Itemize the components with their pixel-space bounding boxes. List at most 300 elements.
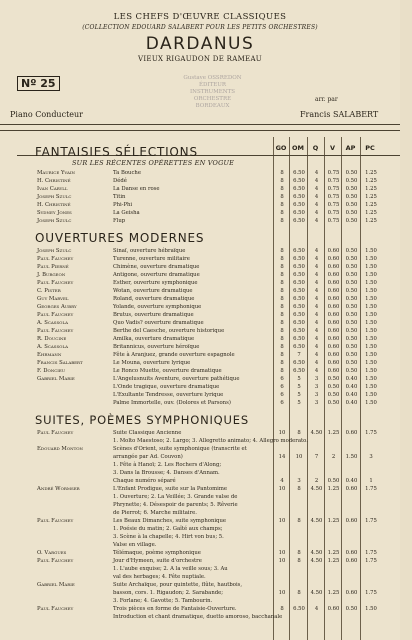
work-title-cell: Britannicus, ouverture héroïque [113, 344, 200, 350]
table-row [37, 445, 412, 453]
work-title-cell: Valse en village. [113, 542, 157, 548]
price-cell: 5 [297, 392, 301, 398]
price-cell: 1.25 [327, 558, 340, 564]
divider [0, 130, 400, 131]
composer-name: Ehrmann [37, 352, 62, 358]
table-row [37, 557, 412, 565]
price-cell: 0.60 [327, 336, 340, 342]
price-cell: 8 [280, 248, 284, 254]
price-cell: 10 [278, 518, 286, 524]
catalog-number: Nº 25 [17, 76, 60, 91]
table-row [37, 201, 412, 209]
price-cell: 6.50 [293, 344, 305, 350]
price-cell: 0.50 [345, 264, 358, 270]
price-cell: 6.50 [293, 194, 305, 200]
work-title-cell: Les Beaux Dimanches, suite symphonique [113, 518, 226, 524]
price-cell: 4 [314, 186, 319, 192]
price-cell: 10 [278, 550, 286, 556]
table-row [37, 437, 412, 445]
price-cell: 0.60 [327, 344, 340, 350]
price-cell: 0.60 [327, 360, 340, 366]
price-cell: 4 [314, 210, 319, 216]
section-title: OUVERTURES MODERNES [35, 231, 205, 245]
price-cell: 0.60 [345, 550, 358, 556]
price-cell: 0.50 [345, 312, 358, 318]
price-cell: 0.40 [345, 384, 358, 390]
price-cell: 4 [314, 170, 319, 176]
price-cell: 0.40 [345, 400, 358, 406]
price-cell: 8 [297, 590, 301, 596]
price-cell: 3 [314, 376, 319, 382]
table-row [37, 185, 412, 193]
composer-name: Ivan Caryll [37, 186, 68, 192]
column-header: V [329, 144, 336, 152]
price-cell: 4 [280, 478, 284, 484]
price-cell: 5 [297, 384, 301, 390]
composer-name: Joseph Szulc [37, 218, 72, 224]
price-cell: 0.60 [345, 430, 358, 436]
table-row [37, 335, 412, 343]
price-cell: 1.50 [365, 360, 377, 366]
price-cell: 6.50 [293, 280, 305, 286]
section-title: FANTAISIES SÉLECTIONS [35, 145, 198, 159]
price-cell: 1.50 [365, 400, 377, 406]
price-cell: 0.40 [345, 392, 358, 398]
table-row [37, 399, 412, 407]
table-row [37, 461, 412, 469]
price-cell: 1.25 [365, 170, 377, 176]
price-cell: 0.50 [345, 368, 358, 374]
price-cell: 4 [314, 264, 319, 270]
table-row [37, 303, 412, 311]
column-header: OM [292, 144, 304, 152]
work-title-cell: Jour d'Hymeen, suite d'orchestre [113, 558, 202, 564]
price-cell: 1.25 [327, 550, 340, 556]
work-title-cell: 3. Dans la Brousse; 4. Danses d'Annam. [113, 470, 220, 476]
composer-name: Paul Fauchey [37, 606, 74, 612]
price-cell: 4 [314, 178, 319, 184]
work-title-cell: Titin [113, 194, 126, 200]
price-cell: 5 [297, 376, 301, 382]
work-title-cell: Turenne, ouverture militaire [113, 256, 190, 262]
price-cell: 0.50 [345, 336, 358, 342]
composer-name: Paul Fauchey [37, 558, 74, 564]
price-cell: 4.50 [310, 486, 323, 492]
price-cell: 4 [314, 328, 319, 334]
column-header: Q [312, 144, 319, 152]
price-cell: 0.50 [345, 328, 358, 334]
work-title-cell: Palme Immortelle, ouv. (Dolores et Parsons) [113, 400, 231, 406]
price-cell: 1.75 [365, 518, 377, 524]
price-cell: 8 [280, 194, 284, 200]
work-title-cell: 3. Scène à la chapelle; 4. Hirt von bus; 5. [113, 534, 224, 540]
price-cell: 0.50 [345, 320, 358, 326]
table-row [37, 295, 412, 303]
price-cell: 6.50 [293, 248, 305, 254]
price-cell: 0.75 [327, 202, 340, 208]
price-cell: 6 [280, 400, 284, 406]
collection-line: (COLLECTION EDOUARD SALABERT POUR LES PETITS ORCHESTRES) [82, 24, 318, 31]
table-row [37, 541, 412, 549]
price-cell: 1.75 [365, 550, 377, 556]
price-cell: 0.50 [327, 478, 340, 484]
work-title-cell: Suite Archaïque, pour quintette, flûte, hautbois, [113, 582, 243, 588]
table-row [37, 391, 412, 399]
price-cell: 0.50 [345, 288, 358, 294]
table-row [37, 327, 412, 335]
price-cell: 0.60 [345, 518, 358, 524]
price-cell: 1.25 [327, 430, 340, 436]
work-title-cell: Chimène, ouverture dramatique [113, 264, 200, 270]
composer-name: H. Christiné [37, 178, 71, 184]
work-title-cell: Phi-Phi [113, 202, 133, 208]
table-row [37, 177, 412, 185]
price-cell: 1.50 [365, 312, 377, 318]
table-row [37, 359, 412, 367]
price-cell: 6.50 [293, 170, 305, 176]
price-cell: 4.50 [310, 590, 323, 596]
price-cell: 4 [314, 256, 319, 262]
work-title-cell: Roland, ouverture dramatique [113, 296, 195, 302]
price-cell: 6.50 [293, 272, 305, 278]
price-cell: 6 [280, 376, 284, 382]
work-title-cell: Scènes d'Orient, suite symphonique (transcrite et [113, 446, 247, 452]
price-cell: 6.50 [293, 178, 305, 184]
work-title-cell: Introduction et chant dramatique, duetto amoroso, bacchanale [113, 614, 283, 620]
work-title-cell: Chaque numéro séparé [113, 478, 176, 484]
table-row [37, 429, 412, 437]
price-cell: 7 [297, 352, 301, 358]
table-row [37, 573, 412, 581]
table-row [37, 169, 412, 177]
price-cell: 8 [280, 202, 284, 208]
price-cell: 4 [314, 312, 319, 318]
price-cell: 0.50 [327, 392, 340, 398]
price-cell: 1.25 [327, 590, 340, 596]
table-row [37, 605, 412, 613]
composer-name: Paul Fauchey [37, 430, 74, 436]
composer-name: Paul Fauchey [37, 256, 74, 262]
composer-name: F. Doncieu [37, 368, 66, 374]
price-cell: 6.50 [293, 320, 305, 326]
price-cell: 0.40 [345, 478, 358, 484]
work-title-cell: 1. Molto Maestoso; 2. Largo; 3. Allegretto animato; 4. Allegro moderato. [113, 438, 308, 444]
price-cell: 4 [314, 352, 319, 358]
price-cell: 6.50 [293, 336, 305, 342]
price-cell: 6 [280, 384, 284, 390]
price-cell: 6.50 [293, 202, 305, 208]
price-cell: 7 [314, 454, 319, 460]
price-cell: 0.60 [345, 590, 358, 596]
table-row [37, 485, 412, 493]
table-row [37, 493, 412, 501]
work-title: DARDANUS [145, 34, 255, 54]
price-cell: 4 [314, 606, 319, 612]
price-cell: 8 [280, 352, 284, 358]
price-cell: 8 [280, 368, 284, 374]
price-cell: 1.50 [365, 280, 377, 286]
price-cell: 0.60 [327, 256, 340, 262]
price-cell: 1 [369, 478, 373, 484]
price-cell: 4 [314, 288, 319, 294]
work-title-cell: de Pierrot; 6. Marche militaire. [113, 510, 197, 516]
price-cell: 4 [314, 320, 319, 326]
price-cell: 4.50 [310, 558, 323, 564]
price-cell: 8 [297, 558, 301, 564]
composer-name: Joseph Szulc [37, 194, 72, 200]
price-cell: 0.60 [327, 264, 340, 270]
price-cell: 4 [314, 194, 319, 200]
price-cell: 1.25 [365, 178, 377, 184]
price-cell: 0.50 [345, 194, 358, 200]
price-cell: 8 [280, 328, 284, 334]
section-subtitle: SUR LES RÉCENTES OPÉRETTES EN VOGUE [72, 159, 235, 167]
price-cell: 0.50 [345, 352, 358, 358]
price-cell: 1.50 [365, 368, 377, 374]
price-cell: 1.25 [365, 202, 377, 208]
work-title-cell: Dédé [113, 178, 127, 184]
table-row [37, 525, 412, 533]
work-title-cell: La Geisha [113, 210, 140, 216]
table-row [37, 255, 412, 263]
price-cell: 6 [280, 392, 284, 398]
price-cell: 1.50 [365, 264, 377, 270]
table-row [37, 217, 412, 225]
price-cell: 1.50 [345, 454, 358, 460]
table-row [37, 509, 412, 517]
price-cell: 5 [297, 400, 301, 406]
price-cell: 4 [314, 304, 319, 310]
price-cell: 0.60 [327, 352, 340, 358]
price-cell: 4 [314, 368, 319, 374]
price-cell: 8 [280, 264, 284, 270]
price-cell: 0.60 [327, 296, 340, 302]
price-cell: 4 [314, 202, 319, 208]
work-title-cell: Amilka, ouverture dramatique [113, 336, 195, 342]
price-cell: 8 [280, 320, 284, 326]
price-cell: 1.25 [365, 186, 377, 192]
price-cell: 4 [314, 272, 319, 278]
table-row [37, 367, 412, 375]
price-cell: 1.50 [365, 256, 377, 262]
price-cell: 0.50 [345, 170, 358, 176]
price-cell: 1.50 [365, 296, 377, 302]
price-cell: 10 [295, 454, 303, 460]
work-title-cell: Trois pièces en forme de Fantaisie-Ouverture. [113, 606, 237, 612]
price-cell: 0.75 [327, 194, 340, 200]
price-cell: 8 [280, 288, 284, 294]
work-title-cell: Phrynette; 4. Désespoir de parents; 5. Rêverie [113, 502, 238, 508]
work-title-cell: Sinaï, ouverture hébraïque [113, 248, 186, 254]
price-cell: 1.75 [365, 486, 377, 492]
composer-name: A. Scassola [37, 344, 69, 350]
price-cell: 1.50 [365, 392, 377, 398]
price-cell: 0.50 [345, 186, 358, 192]
price-cell: 0.50 [345, 178, 358, 184]
price-cell: 14 [278, 454, 286, 460]
column-header: GO [275, 144, 287, 152]
price-cell: 0.50 [327, 400, 340, 406]
arranged-by-label: arr. par [315, 96, 338, 103]
table-row [37, 477, 412, 485]
price-cell: 6.50 [293, 264, 305, 270]
price-cell: 8 [297, 550, 301, 556]
price-cell: 1.25 [327, 518, 340, 524]
price-cell: 0.75 [327, 218, 340, 224]
composer-name: André Wormser [37, 486, 80, 492]
table-row [37, 501, 412, 509]
price-cell: 8 [280, 210, 284, 216]
price-cell: 0.50 [345, 202, 358, 208]
price-cell: 0.60 [327, 248, 340, 254]
price-cell: 1.50 [365, 288, 377, 294]
table-row [37, 565, 412, 573]
price-cell: 1.50 [365, 344, 377, 350]
work-title-cell: 3. Forlane; 4. Gavotte; 5. Tambourin. [113, 598, 213, 604]
price-cell: 4.50 [310, 518, 323, 524]
work-title-cell: L'Angelusnuits Aventure, ouverture pathétique [113, 376, 240, 382]
price-cell: 0.60 [327, 288, 340, 294]
price-cell: 0.50 [327, 384, 340, 390]
price-cell: 0.40 [345, 376, 358, 382]
price-cell: 0.50 [345, 344, 358, 350]
composer-name: Sydney Jones [37, 210, 72, 216]
table-row [37, 549, 412, 557]
work-title-cell: arrangée par Ad. Couvon) [113, 454, 183, 460]
composer-name: H. Christiné [37, 202, 71, 208]
price-cell: 2 [314, 478, 319, 484]
price-cell: 4 [314, 336, 319, 342]
price-cell: 6.50 [293, 368, 305, 374]
table-row [37, 311, 412, 319]
price-cell: 0.60 [327, 606, 340, 612]
price-cell: 0.60 [327, 280, 340, 286]
price-cell: 10 [278, 486, 286, 492]
table-row [37, 613, 412, 621]
price-cell: 8 [297, 518, 301, 524]
table-row [37, 263, 412, 271]
price-cell: 8 [280, 272, 284, 278]
price-cell: 0.60 [327, 320, 340, 326]
price-cell: 0.75 [327, 170, 340, 176]
composer-name: R. Doucine [37, 336, 67, 342]
price-cell: 1.75 [365, 590, 377, 596]
price-cell: 0.60 [327, 368, 340, 374]
price-cell: 10 [278, 590, 286, 596]
work-title-cell: Esther, ouverture symphonique [113, 280, 198, 286]
catalog-table [17, 137, 400, 640]
price-cell: 0.75 [327, 186, 340, 192]
composer-name: Georges Aubry [37, 304, 77, 310]
table-row [37, 351, 412, 359]
price-cell: 0.60 [345, 486, 358, 492]
work-title-cell: Télémaque, poème symphonique [113, 550, 201, 556]
composer-name: Paul Fauchey [37, 328, 74, 334]
price-cell: 0.60 [327, 328, 340, 334]
price-cell: 0.50 [345, 210, 358, 216]
work-title-cell: Fête à Aranjuez, grande ouverture espagnole [113, 352, 235, 358]
work-subtitle: VIEUX RIGAUDON DE RAMEAU [137, 55, 263, 63]
price-cell: 4 [314, 218, 319, 224]
price-cell: 3 [314, 384, 319, 390]
price-cell: 4 [314, 248, 319, 254]
work-title-cell: Wotan, ouverture dramatique [113, 288, 193, 294]
series-title: LES CHEFS D'ŒUVRE CLASSIQUES [113, 12, 287, 22]
price-cell: 3 [314, 400, 319, 406]
composer-name: Paul Pierné [37, 264, 69, 270]
price-cell: 0.75 [327, 210, 340, 216]
price-cell: 8 [280, 304, 284, 310]
table-row [37, 287, 412, 295]
work-title-cell: Le Ronco Muette, ouverture dramatique [113, 368, 222, 374]
price-cell: 0.50 [345, 218, 358, 224]
composer-name: Paul Fauchey [37, 312, 74, 318]
price-cell: 8 [280, 186, 284, 192]
table-row [37, 375, 412, 383]
price-cell: 6.50 [293, 218, 305, 224]
divider [0, 124, 400, 125]
price-cell: 8 [280, 178, 284, 184]
price-cell: 8 [280, 360, 284, 366]
work-title-cell: Brutus, ouverture dramatique [113, 312, 194, 318]
price-cell: 1.50 [365, 320, 377, 326]
price-cell: 0.50 [327, 376, 340, 382]
table-row [37, 533, 412, 541]
price-cell: 1.25 [365, 210, 377, 216]
price-cell: 1.25 [327, 486, 340, 492]
price-cell: 1.50 [365, 272, 377, 278]
price-cell: 1.50 [365, 352, 377, 358]
price-cell: 4.50 [310, 550, 323, 556]
price-cell: 0.50 [345, 256, 358, 262]
work-title-cell: L'Onde tragique, ouverture dramatique [113, 384, 220, 390]
price-cell: 4 [314, 360, 319, 366]
table-row [37, 589, 412, 597]
price-cell: 10 [278, 558, 286, 564]
price-cell: 3 [314, 392, 319, 398]
price-cell: 0.60 [327, 272, 340, 278]
price-cell: 0.60 [345, 558, 358, 564]
work-title-cell: val des herbages; 4. Fête nuptiale. [113, 574, 206, 580]
composer-name: Joseph Szulc [37, 248, 72, 254]
price-cell: 1.25 [365, 194, 377, 200]
price-cell: 8 [280, 280, 284, 286]
price-cell: 6.50 [293, 210, 305, 216]
price-cell: 8 [297, 486, 301, 492]
price-cell: 1.50 [365, 376, 377, 382]
work-title-cell: 1. Poésie du matin; 2. Gaîté aux champs; [113, 526, 223, 532]
price-cell: 0.50 [345, 248, 358, 254]
price-cell: 6.50 [293, 296, 305, 302]
arranger-name: Francis SALABERT [300, 110, 379, 119]
table-row [37, 279, 412, 287]
price-cell: 10 [278, 430, 286, 436]
dealer-stamp: Gustave OSSREDON ÉDITEUR INSTRUMENTS ORCHESTRE BORDEAUX [183, 75, 242, 109]
price-cell: 4 [314, 296, 319, 302]
price-cell: 1.50 [365, 248, 377, 254]
price-cell: 1.50 [365, 336, 377, 342]
price-cell: 1.25 [365, 218, 377, 224]
table-row [37, 469, 412, 477]
price-cell: 0.75 [327, 178, 340, 184]
price-cell: 6.50 [293, 288, 305, 294]
price-cell: 0.50 [345, 280, 358, 286]
price-cell: 6.50 [293, 304, 305, 310]
section-title: SUITES, POÈMES SYMPHONIQUES [35, 413, 249, 427]
work-title-cell: Suite Classique Ancienne [113, 430, 182, 436]
column-header: AP [345, 144, 356, 152]
piano-conducteur-label: Piano Conducteur [10, 110, 83, 119]
